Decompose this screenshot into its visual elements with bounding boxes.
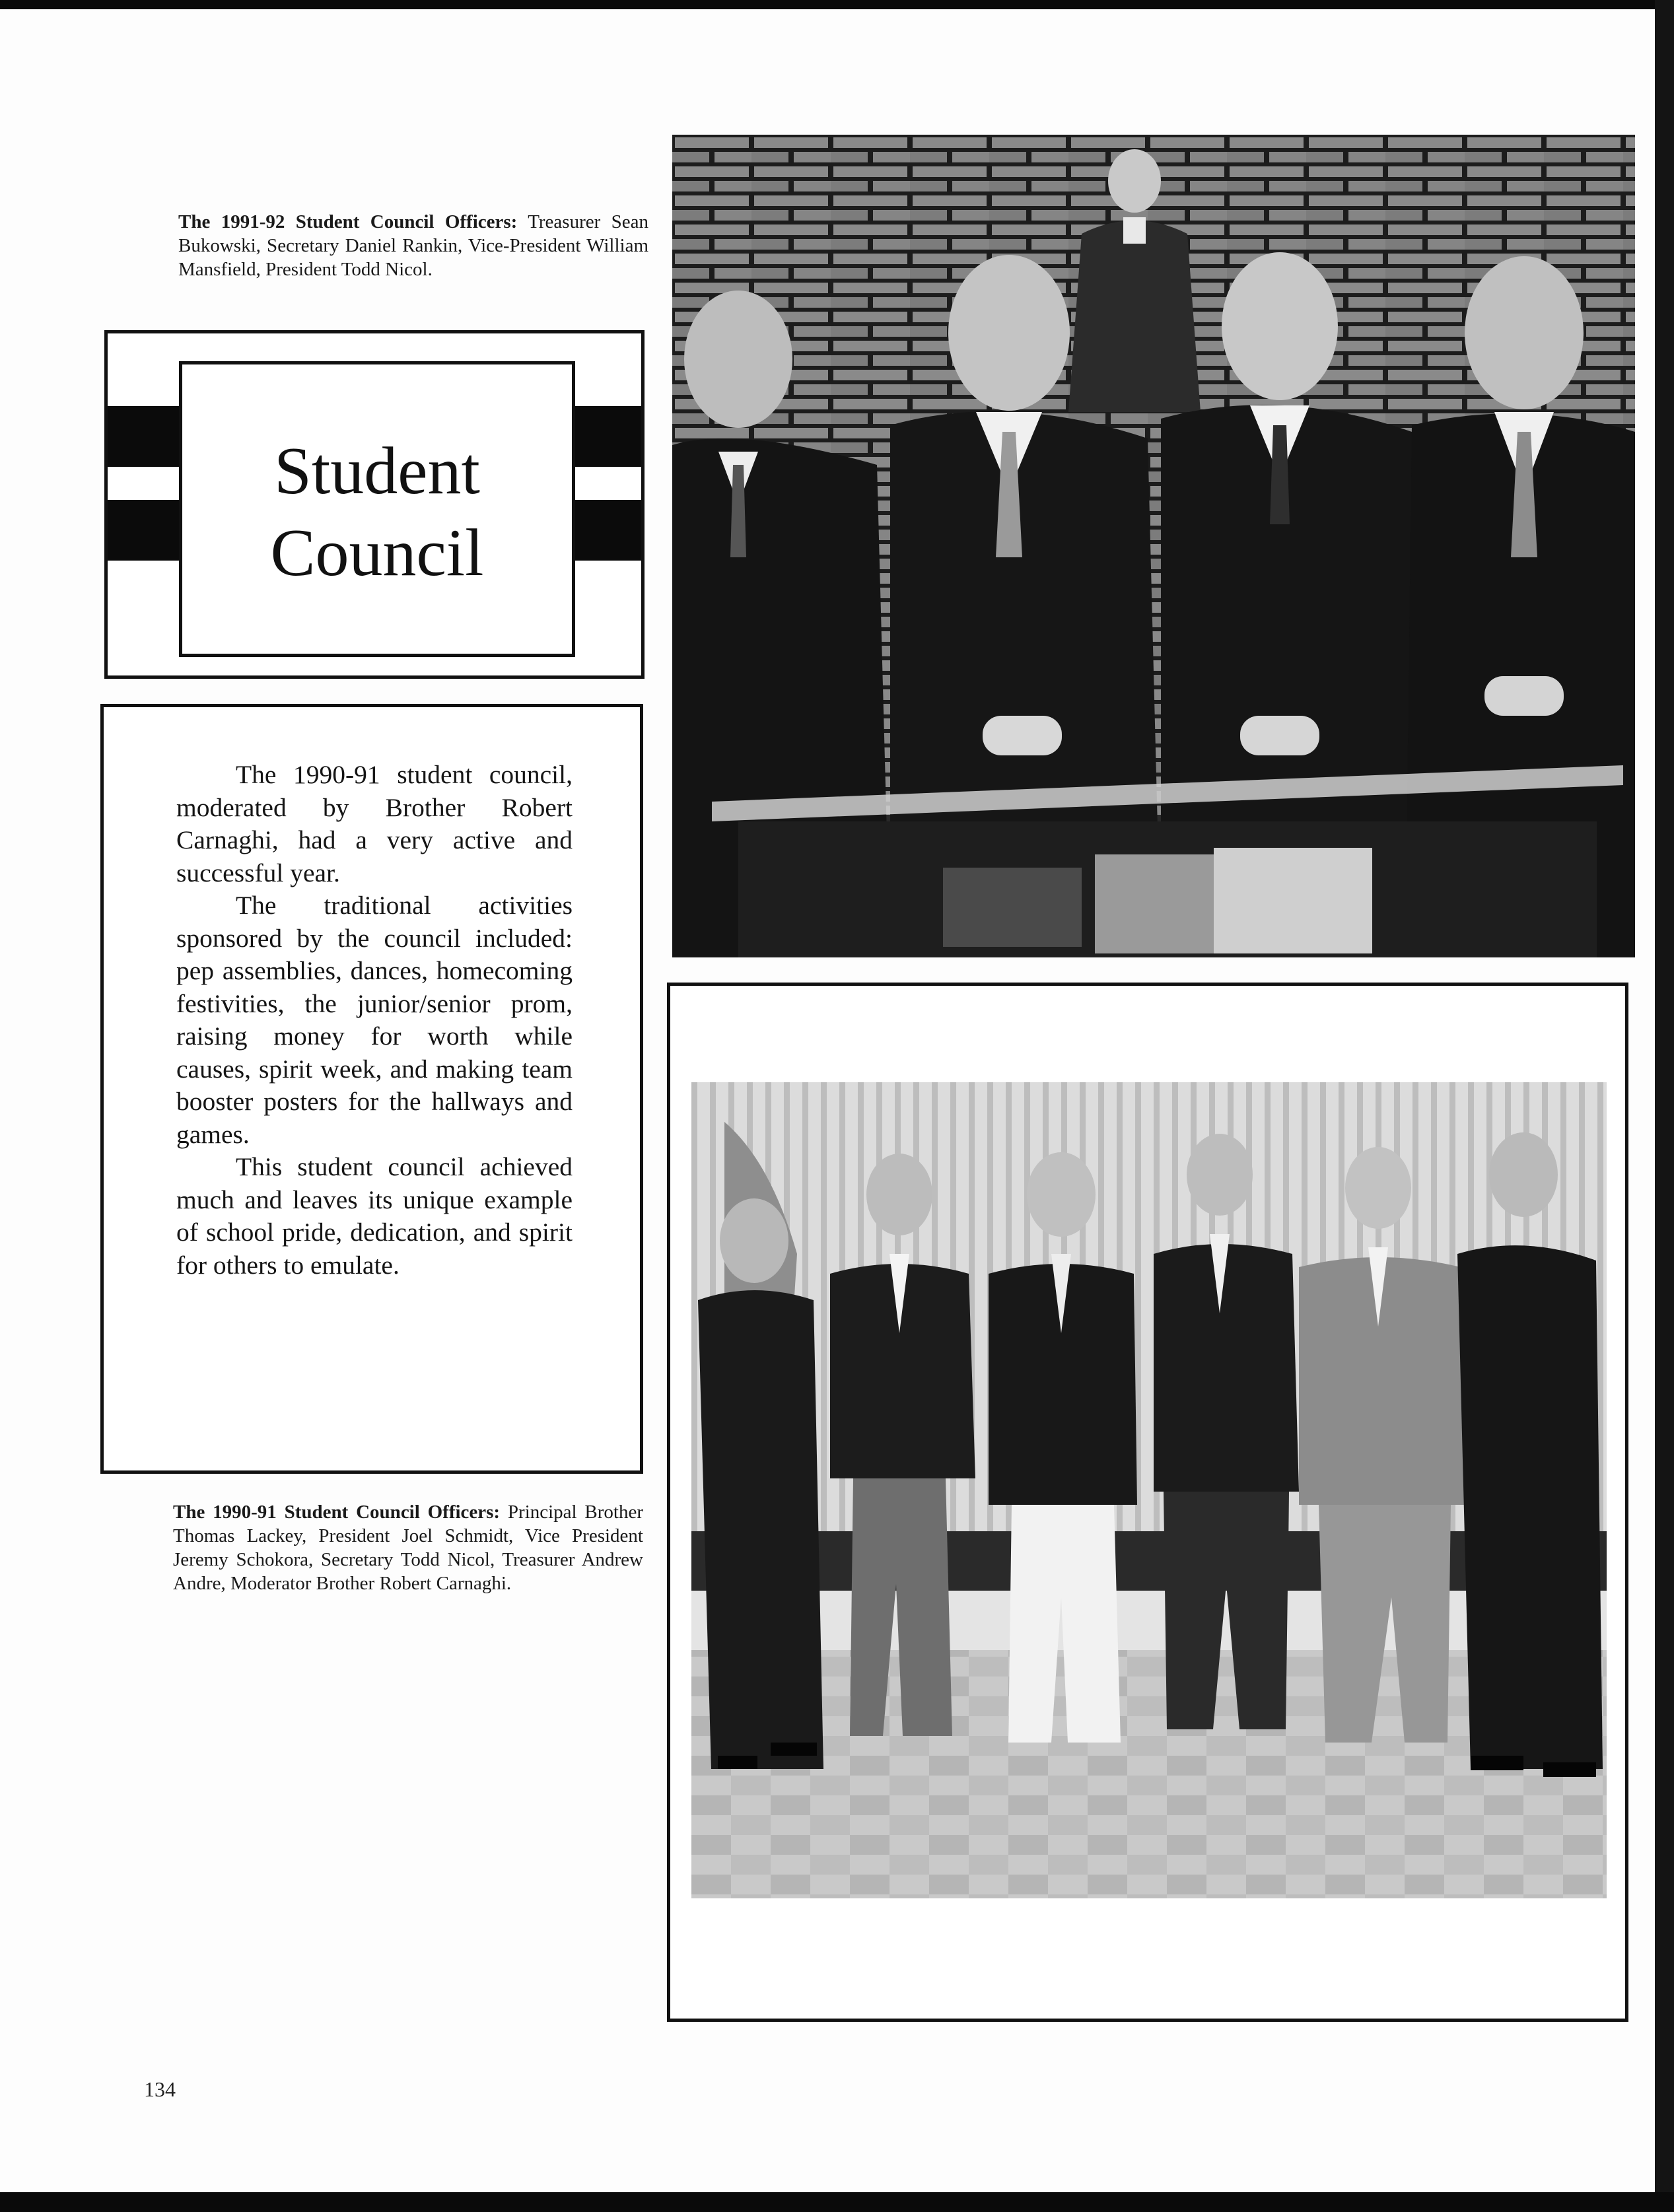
title-line-2: Council xyxy=(270,516,484,590)
article-paragraph-1: The 1990-91 student council, moderated by Brother Robert Carnaghi, had a very active and successful year. xyxy=(176,760,573,887)
scan-edge-right xyxy=(1655,0,1674,2212)
scan-edge-top xyxy=(0,0,1674,9)
page-number: 134 xyxy=(144,2077,176,2101)
caption-top-heading: The 1991-92 Student Council Officers: xyxy=(178,211,518,232)
title-plaque xyxy=(104,330,645,679)
article-box xyxy=(100,704,643,1474)
caption-bottom-heading: The 1990-91 Student Council Officers: xyxy=(173,1502,501,1523)
caption-1991-92-officers xyxy=(178,210,648,281)
photo-1991-92-officers xyxy=(672,135,1635,957)
article-paragraph-3: This student council achieved much and leaves its unique example of school pride, dedication, and spirit for others to emulate. xyxy=(176,1152,573,1280)
plaque-bar-left-upper xyxy=(108,406,179,467)
plaque-bar-right-upper xyxy=(575,406,641,467)
scan-edge-bottom xyxy=(0,2192,1674,2212)
caption-1990-91-officers xyxy=(173,1500,643,1595)
photo-1990-91-officers xyxy=(691,1082,1607,1898)
article-paragraph-2: The traditional activities sponsored by the council included: pep assemblies, dances, homecoming festivities, the junior/senior prom, raising money for worth while causes, spirit week, and making team booster posters for the hallways and games. xyxy=(176,891,573,1149)
plaque-bar-right-lower xyxy=(575,500,641,561)
article-text xyxy=(176,759,573,1282)
title-line-1: Student xyxy=(274,434,480,508)
plaque-bar-left-lower xyxy=(108,500,179,561)
title-frame xyxy=(179,361,575,657)
photo-frame-1990-91 xyxy=(667,983,1628,2022)
caption-bottom-body: Principal Brother Thomas Lackey, President Joel Schmidt, Vice President Jeremy Schokora, Secretary Todd Nicol, Treasurer Andrew Andre, Moderator Brother Robert Carnaghi. xyxy=(173,1502,643,1594)
caption-top-body: Treasurer Sean Bukowski, Secretary Daniel Rankin, Vice-President William Mansfield, President Todd Nicol. xyxy=(178,211,648,280)
page-title xyxy=(182,431,572,594)
